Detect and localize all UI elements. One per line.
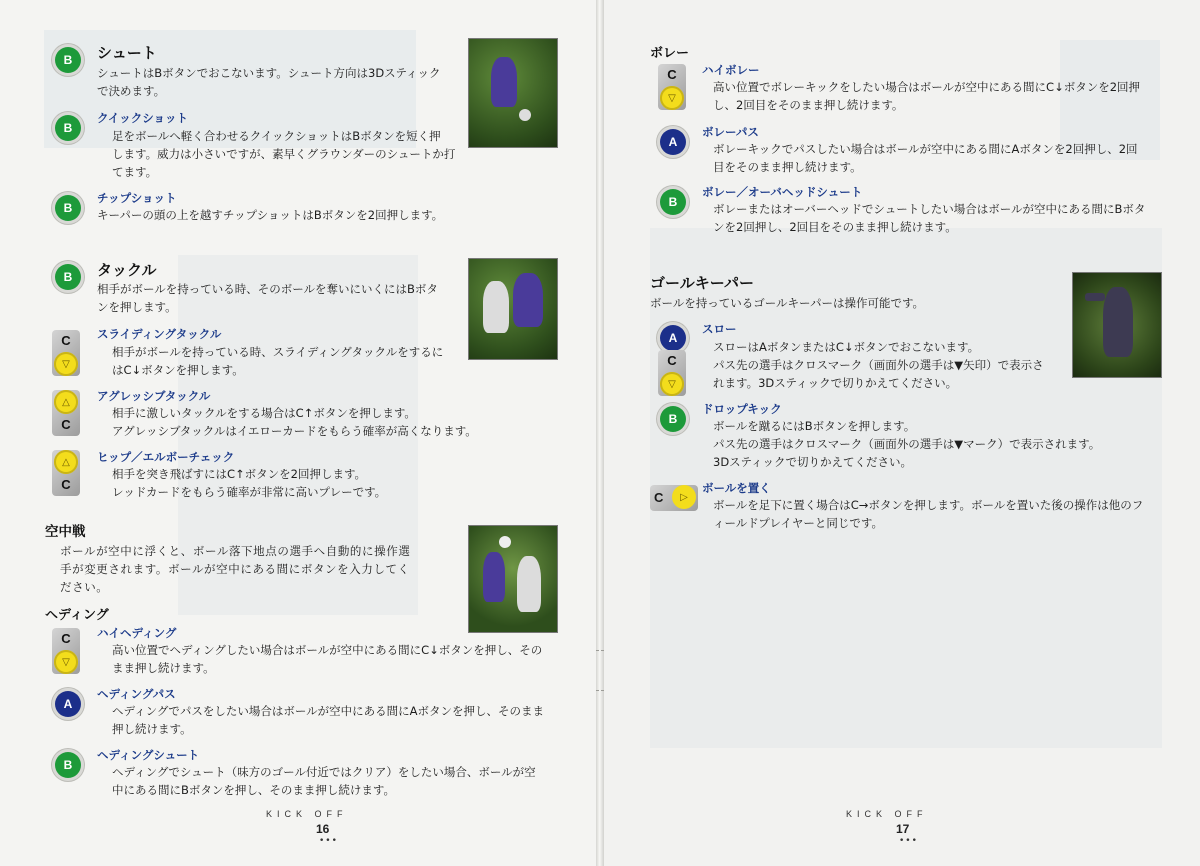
heading-shoot-heading: ヘディングシュート [97,748,200,762]
goalkeeper-text: ボールを持っているゴールキーパーは操作可能です。 [650,296,925,310]
goalkeeper-photo [1072,272,1162,378]
volley-overhead-text: ボレーまたはオーバーヘッドでシュートしたい場合はボールが空中にある間にBボタ ンを2回押し、2回目をそのまま押し続けます。 [713,202,1146,234]
goalkeeper-figure [1103,287,1133,357]
player-figure [483,552,505,602]
high-heading-heading: ハイヘディング [97,626,177,640]
player-figure [513,273,543,327]
volley-heading: ボレー [650,46,690,61]
sliding-tackle-text: 相手がボールを持っている時、スライディングタックルをするに はC↓ボタンを押します。 [112,345,444,377]
a-button-icon: A [660,325,686,351]
c-down-button-icon: C ▽ [656,350,688,396]
quick-shot-heading: クイックショット [97,111,188,125]
hip-check-text: 相手を突き飛ばすにはC↑ボタンを2回押します。 レッドカードをもらう確率が非常に高いプレーです。 [112,467,387,499]
volley-pass-text: ボレーキックでパスしたい場合はボールが空中にある間にAボタンを2回押し、2回 目をそのまま押し続けます。 [713,142,1138,174]
throw-text: スローはAボタンまたはC↓ボタンでおこないます。 パス先の選手はクロスマーク（画面外の選手は▼矢印）で表示さ れます。3Dスティックで切りかえてください。 [713,340,1044,390]
aerial-heading: 空中戦 [45,524,86,540]
footer-title: KICK OFF [846,809,928,819]
c-down-button-icon: C ▽ [50,628,82,674]
shoot-text: シュートはBボタンでおこないます。シュート方向は3Dスティック で決めます。 [97,66,441,98]
b-button-icon: B [55,115,81,141]
footer-dots: ••• [899,836,918,846]
player-figure [483,281,509,333]
chip-shot-heading: チップショット [97,191,177,205]
tackle-photo [468,258,558,360]
aerial-text: ボールが空中に浮くと、ボール落下地点の選手へ自動的に操作選 手が変更されます。ボールが空中にある間にボタンを入力してく ださい。 [60,544,411,594]
ball [499,536,511,548]
goalkeeper-heading: ゴールキーパー [650,274,754,292]
volley-overhead-heading: ボレー／オーバヘッドシュート [702,185,863,199]
drop-kick-heading: ドロップキック [702,402,782,416]
aerial-photo [468,525,558,633]
quick-shot-text: 足をボールへ軽く合わせるクイックショットはBボタンを短く押 します。威力は小さいですが、素早くグラウンダーのシュートか打 てます。 [112,129,456,179]
chip-shot-text: キーパーの頭の上を越すチップショットはBボタンを2回押します。 [97,208,444,222]
page-number: 16 [316,822,330,836]
a-button-icon: A [55,691,81,717]
page-17 [600,0,1200,866]
shoot-photo [468,38,558,148]
footer-dots: ••• [319,836,338,846]
binding-gutter [596,0,604,866]
tackle-heading: タックル [97,261,157,279]
hip-check-heading: ヒップ／エルボーチェック [97,450,235,464]
sliding-tackle-heading: スライディングタックル [97,327,222,341]
b-button-icon: B [55,752,81,778]
heading-pass-heading: ヘディングパス [97,687,176,701]
aggressive-tackle-heading: アグレッシブタックル [97,389,211,403]
staple-mark [596,690,604,691]
tackle-text: 相手がボールを持っている時、そのボールを奪いにいくにはBボタ ンを押します。 [97,282,438,314]
heading-heading: ヘディング [45,608,109,623]
shoot-heading: シュート [97,44,157,62]
high-heading-text: 高い位置でヘディングしたい場合はボールが空中にある間にC↓ボタンを押し、その まま押し続けます。 [112,643,543,675]
heading-shoot-text: ヘディングでシュート（味方のゴール付近ではクリア）をしたい場合、ボールが空 中にある間にBボタンを押し、そのまま押し続けます。 [112,765,536,797]
player-figure [491,57,517,107]
ball [519,109,531,121]
b-button-icon: B [660,406,686,432]
player-figure [517,556,541,612]
place-ball-text: ボールを足下に置く場合はC→ボタンを押します。ボールを置いた後の操作は他のフ ィールドプレイヤーと同じです。 [713,498,1144,530]
c-up-button-icon: △ C [50,450,82,496]
b-button-icon: B [55,195,81,221]
c-down-button-icon: C ▽ [50,330,82,376]
throw-heading: スロー [702,322,737,336]
volley-pass-heading: ボレーパス [702,125,759,139]
high-volley-text: 高い位置でボレーキックをしたい場合はボールが空中にある間にC↓ボタンを2回押 し、2回目をそのまま押し続けます。 [713,80,1141,112]
drop-kick-text: ボールを蹴るにはBボタンを押します。 パス先の選手はクロスマーク（画面外の選手は▼マーク）で表示されます。 3Dスティックで切りかえてください。 [713,419,1101,469]
b-button-icon: B [660,189,686,215]
c-right-button-icon: C ▷ [650,483,698,513]
c-up-button-icon: △ C [50,390,82,436]
b-button-icon: B [55,264,81,290]
footer-title: KICK OFF [266,809,348,819]
page-number: 17 [896,822,910,836]
heading-pass-text: ヘディングでパスをしたい場合はボールが空中にある間にAボタンを押し、そのまま 押し続けます。 [112,704,544,736]
place-ball-heading: ボールを置く [702,481,771,495]
aggressive-tackle-text: 相手に激しいタックルをする場合はC↑ボタンを押します。 アグレッシブタックルはイエローカードをもらう確率が高くなります。 [112,406,477,438]
b-button-icon: B [55,47,81,73]
c-down-button-icon: C ▽ [656,64,688,110]
staple-mark [596,650,604,651]
high-volley-heading: ハイボレー [702,63,760,77]
goalkeeper-arm [1085,293,1105,301]
a-button-icon: A [660,129,686,155]
